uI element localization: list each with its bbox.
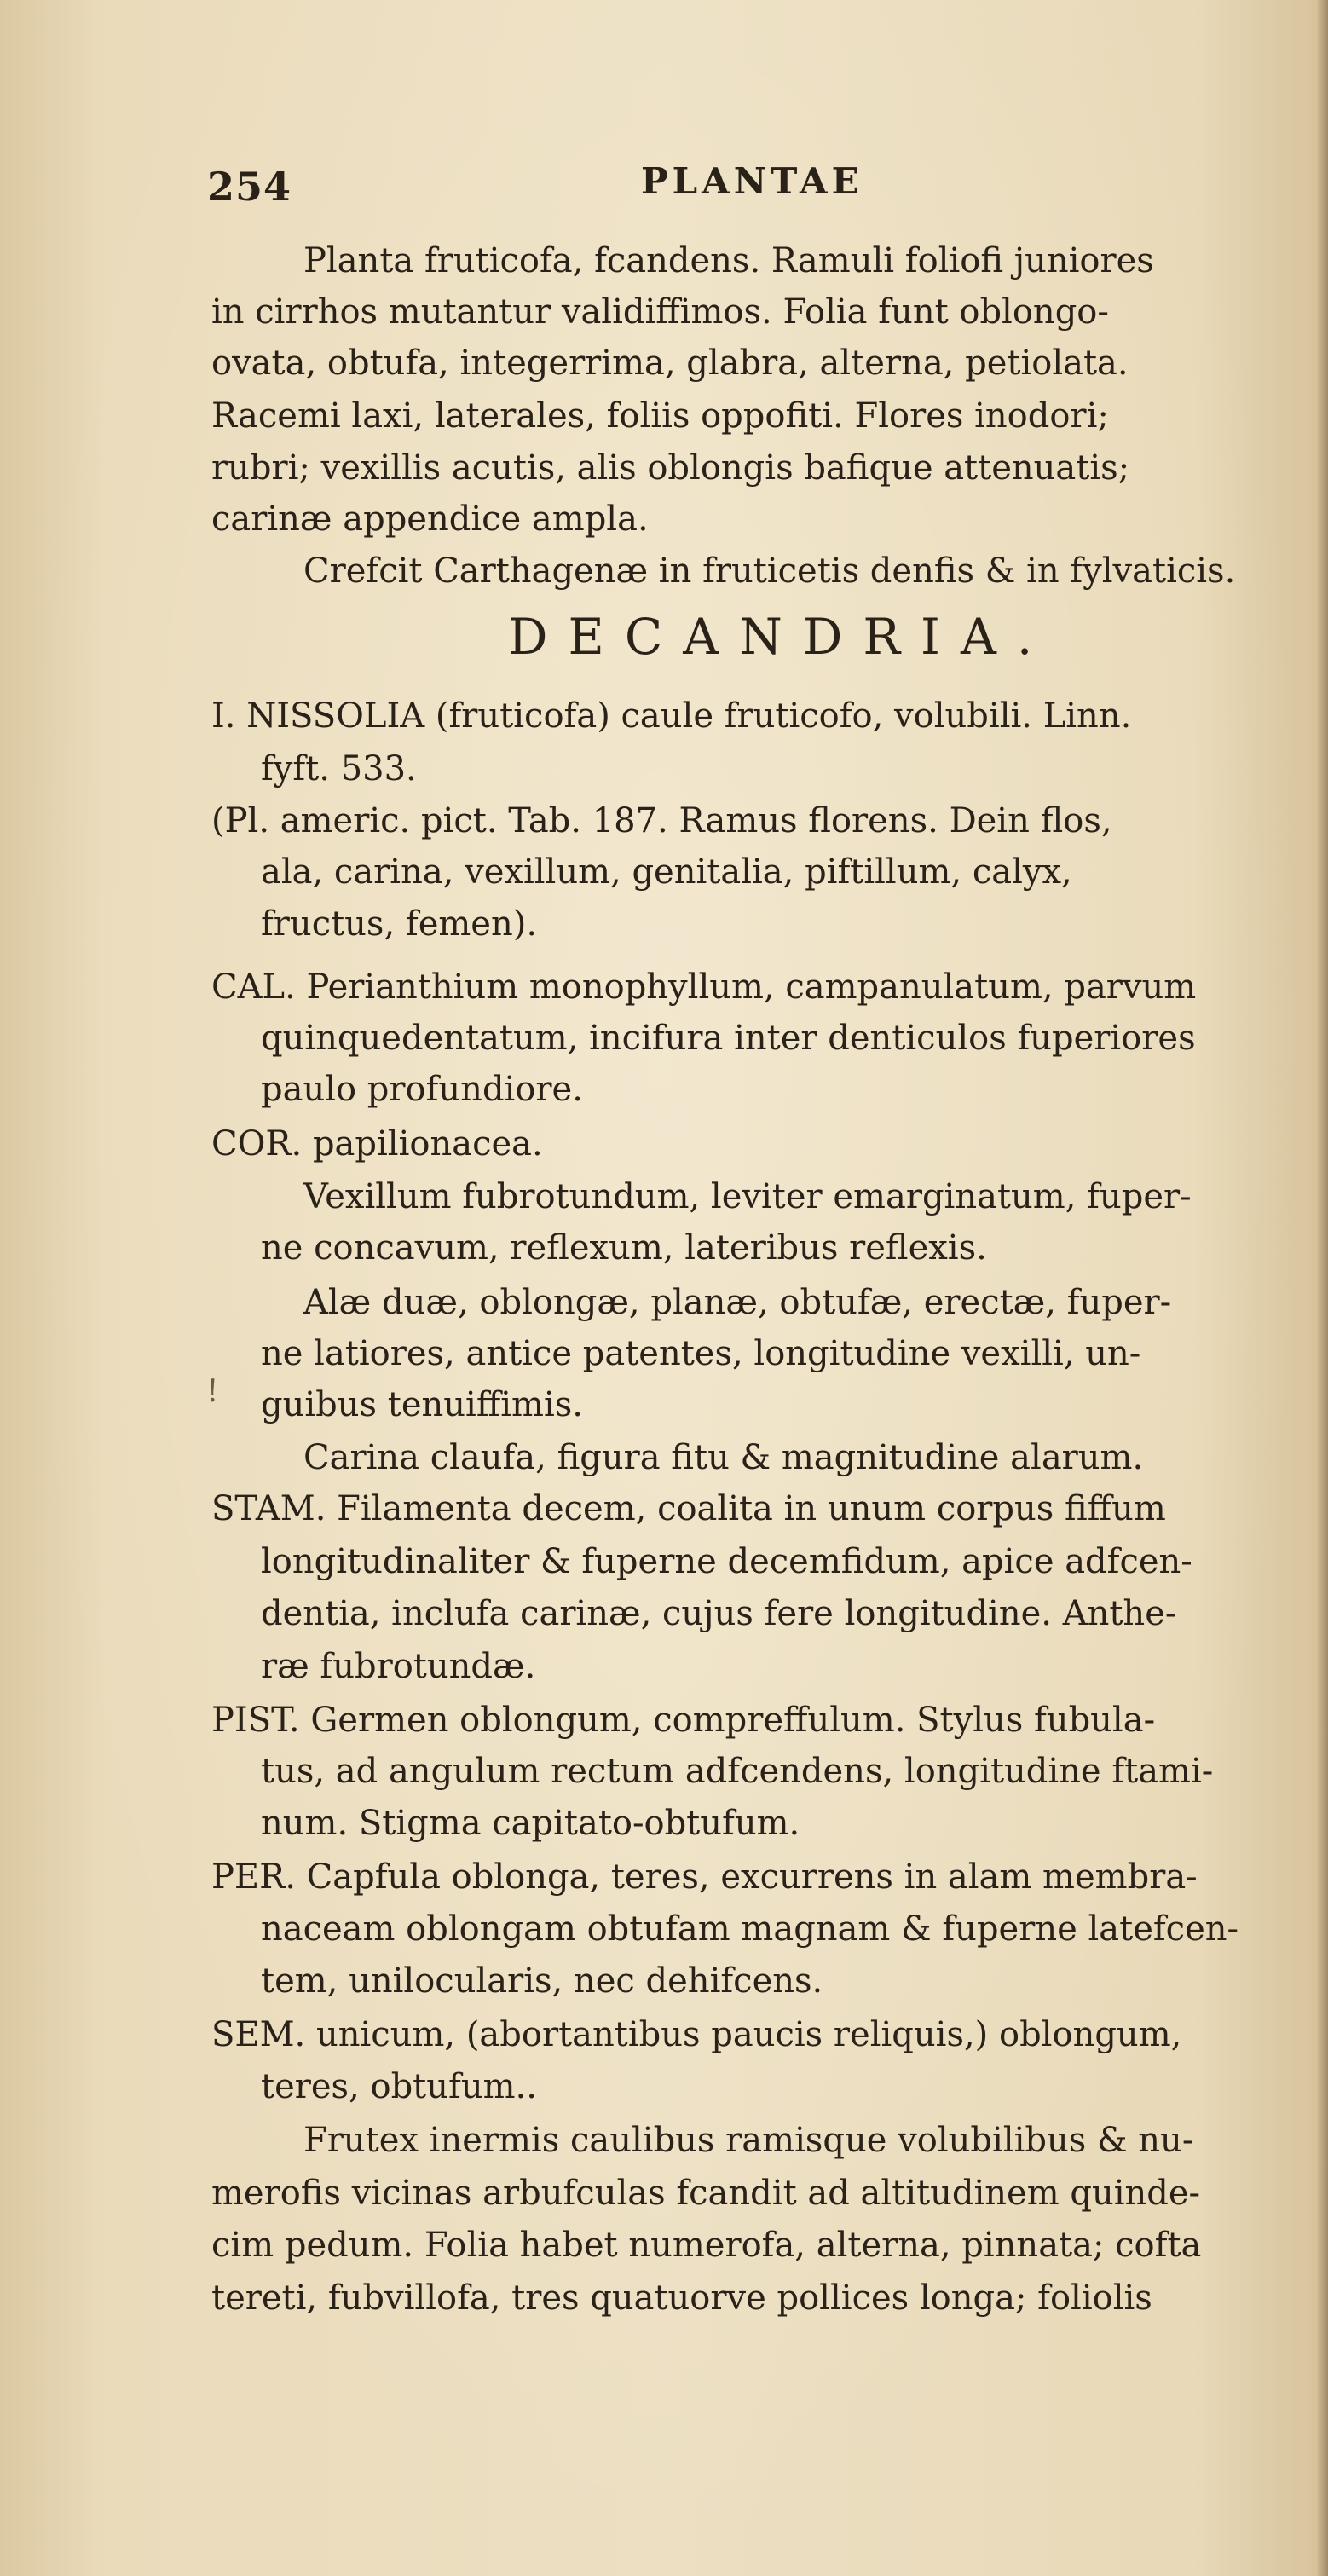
text-line: Frutex inermis caulibus ramisque volubilibus & nu- <box>303 2121 1194 2160</box>
text-line: COR. papilionacea. <box>211 1124 543 1164</box>
running-title: PLANTAE <box>641 160 863 202</box>
text-line: tus, ad angulum rectum adfcendens, longitudine ftami- <box>261 1752 1214 1791</box>
page-gutter-shadow <box>1316 0 1328 2576</box>
text-line: ala, carina, vexillum, genitalia, piftillum, calyx, <box>261 852 1072 892</box>
text-line: tem, unilocularis, nec dehifcens. <box>261 1961 823 2001</box>
text-line: num. Stigma capitato-obtufum. <box>261 1804 800 1843</box>
text-line: PIST. Germen oblongum, compreffulum. Stylus fubula- <box>211 1701 1156 1740</box>
text-line: in cirrhos mutantur validiffimos. Folia funt oblongo- <box>211 292 1109 332</box>
text-line: longitudinaliter & fuperne decemfidum, apice adfcen- <box>261 1542 1192 1581</box>
text-line: rubri; vexillis acutis, alis oblongis bafique attenuatis; <box>211 448 1130 488</box>
text-line: Carina claufa, figura fitu & magnitudine alarum. <box>303 1438 1144 1477</box>
margin-mark: ! <box>206 1374 219 1409</box>
text-line: ræ fubrotundæ. <box>261 1647 536 1686</box>
text-line: fyft. 533. <box>261 749 417 788</box>
text-line: merofis vicinas arbufculas fcandit ad altitudinem quinde- <box>211 2174 1201 2213</box>
text-line: dentia, inclufa carinæ, cujus fere longitudine. Anthe- <box>261 1594 1177 1633</box>
text-line: I. NISSOLIA (fruticofa) caule fruticofo, volubili. Linn. <box>211 696 1132 736</box>
section-title: DECANDRIA. <box>508 608 1054 666</box>
text-line: ne latiores, antice patentes, longitudine vexilli, un- <box>261 1334 1141 1373</box>
text-line: ovata, obtufa, integerrima, glabra, alterna, petiolata. <box>211 344 1129 383</box>
text-line: paulo profundiore. <box>261 1070 583 1109</box>
text-line: carinæ appendice ampla. <box>211 500 649 539</box>
text-line: Vexillum fubrotundum, leviter emarginatum, fuper- <box>303 1177 1192 1216</box>
text-line: Planta fruticofa, fcandens. Ramuli foliofi juniores <box>303 241 1154 280</box>
text-line: naceam oblongam obtufam magnam & fuperne latefcen- <box>261 1909 1239 1949</box>
text-line: PER. Capfula oblonga, teres, excurrens in alam membra- <box>211 1857 1198 1897</box>
text-line: Alæ duæ, oblongæ, planæ, obtufæ, erectæ, fuper- <box>303 1283 1172 1322</box>
text-line: SEM. unicum, (abortantibus paucis reliquis,) oblongum, <box>211 2015 1182 2054</box>
text-line: Crefcit Carthagenæ in fruticetis denfis & in fylvaticis. <box>303 552 1236 591</box>
text-line: quinquedentatum, incifura inter denticulos fuperiores <box>261 1019 1196 1058</box>
page-number: 254 <box>207 164 292 210</box>
text-line: CAL. Perianthium monophyllum, campanulatum, parvum <box>211 967 1197 1007</box>
text-line: teres, obtufum.. <box>261 2067 537 2106</box>
text-line: cim pedum. Folia habet numerofa, alterna, pinnata; cofta <box>211 2226 1202 2265</box>
text-line: ne concavum, reflexum, lateribus reflexis. <box>261 1228 987 1268</box>
text-line: guibus tenuiffimis. <box>261 1385 584 1424</box>
text-line: tereti, fubvillofa, tres quatuorve pollices longa; foliolis <box>211 2279 1152 2318</box>
text-line: fructus, femen). <box>261 904 538 944</box>
text-line: Racemi laxi, laterales, foliis oppofiti. Flores inodori; <box>211 396 1109 436</box>
text-line: STAM. Filamenta decem, coalita in unum corpus fiffum <box>211 1489 1166 1528</box>
text-line: (Pl. americ. pict. Tab. 187. Ramus florens. Dein flos, <box>211 801 1112 840</box>
